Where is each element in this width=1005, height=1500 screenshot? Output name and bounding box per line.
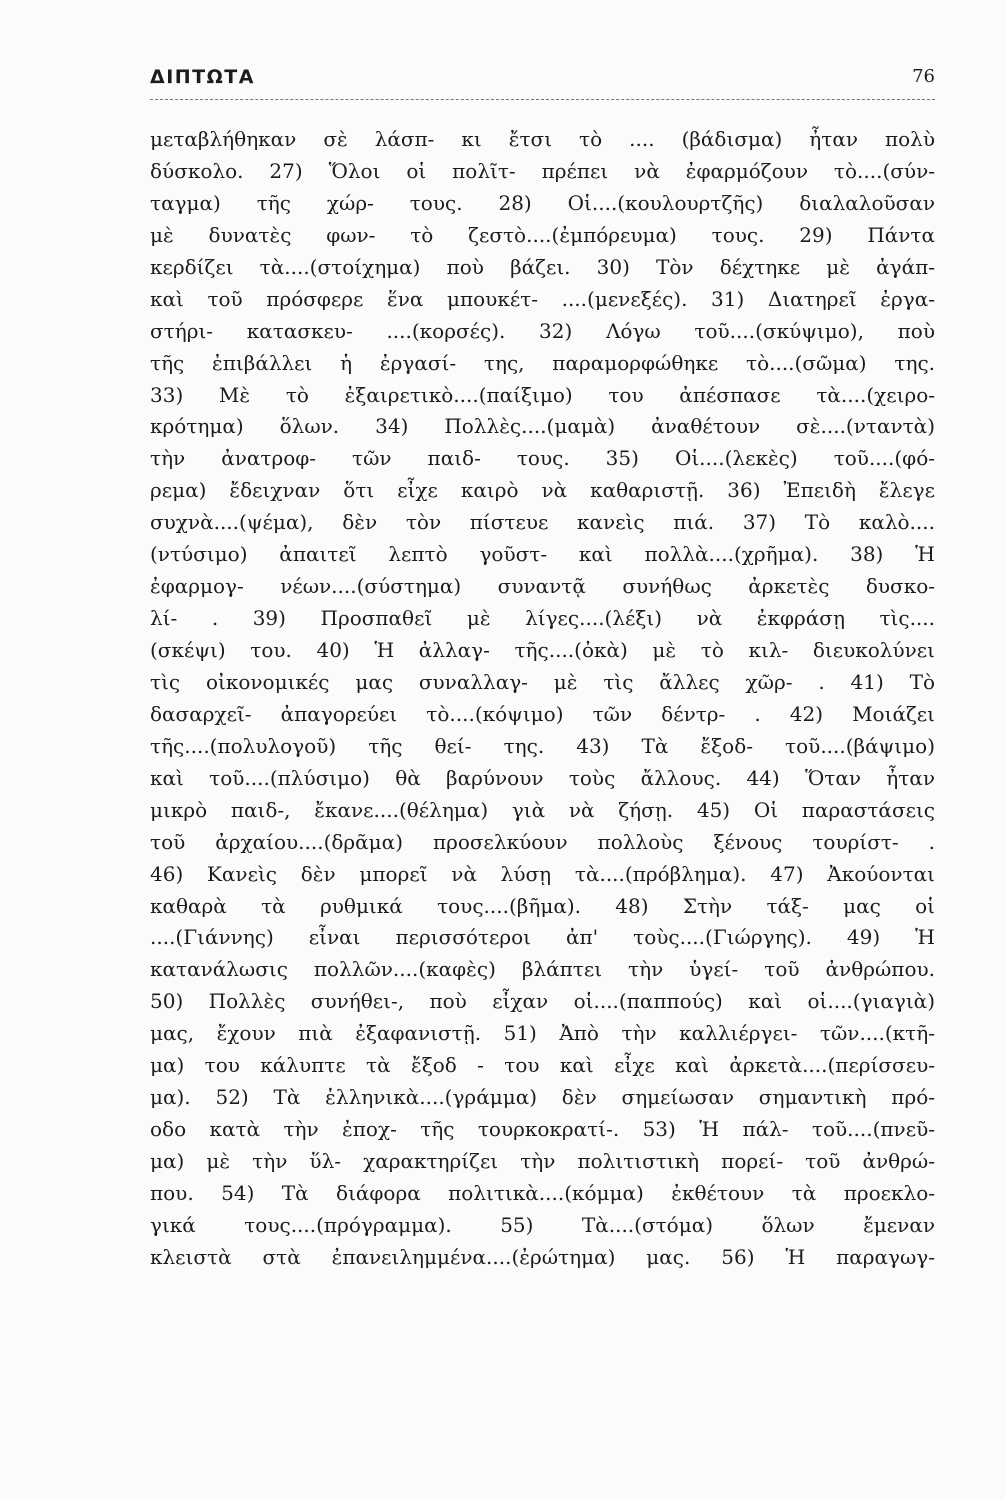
text-line: καὶ τοῦ πρόσφερε ἕνα μπουκέτ- ....(μενεξές). 31) Διατηρεῖ ἐργα- — [150, 286, 935, 311]
text-line: τὴν ἀνατροφ- τῶν παιδ- τους. 35) Οἱ....(λεκὲς) τοῦ....(φό- — [150, 446, 935, 471]
text-line: γικά τους....(πρόγραμμα). 55) Τὰ....(στόμα) ὅλων ἔμεναν — [150, 1212, 935, 1237]
text-line: κατανάλωσις πολλῶν....(καφὲς) βλάπτει τὴν ὑγεί- τοῦ ἀνθρώπου. — [150, 957, 935, 982]
text-line: λί- . 39) Προσπαθεῖ μὲ λίγες....(λέξι) νὰ ἐκφράσῃ τὶς.... — [150, 606, 935, 631]
text-line: καὶ τοῦ....(πλύσιμο) θὰ βαρύνουν τοὺς ἄλλους. 44) Ὅταν ἦταν — [150, 765, 935, 790]
text-line: μα) μὲ τὴν ὕλ- χαρακτηρίζει τὴν πολιτιστικὴ πορεί- τοῦ ἀνθρώ- — [150, 1149, 935, 1173]
text-line: κερδίζει τὰ....(στοίχημα) ποὺ βάζει. 30) Τὸν δέχτηκε μὲ ἀγάπ- — [150, 254, 935, 279]
text-line: μα) του κάλυπτε τὰ ἔξοδ - του καὶ εἶχε καὶ ἀρκετὰ....(περίσσευ- — [150, 1053, 935, 1078]
text-line: (ντύσιμο) ἀπαιτεῖ λεπτὸ γοῦστ- καὶ πολλὰ....(χρῆμα). 38) Ἡ — [150, 542, 935, 567]
text-line: κλειστὰ στὰ ἐπανειλημμένα....(ἐρώτημα) μας. 56) Ἡ παραγωγ- — [150, 1244, 935, 1269]
text-line: τοῦ ἀρχαίου....(δρᾶμα) προσελκύουν πολλοὺς ξένους τουρίστ- . — [150, 829, 935, 854]
text-line: δασαρχεῖ- ἀπαγορεύει τὸ....(κόψιμο) τῶν δέντρ- . 42) Μοιάζει — [150, 701, 935, 726]
text-line: κρότημα) ὅλων. 34) Πολλὲς....(μαμὰ) ἀναθέτουν σὲ....(νταντὰ) — [150, 414, 935, 439]
header-rule — [150, 99, 935, 100]
text-line: συχνὰ....(ψέμα), δὲν τὸν πίστευε κανεὶς πιά. 37) Τὸ καλὸ.... — [150, 510, 935, 535]
text-line: μας, ἔχουν πιὰ ἐξαφανιστῇ. 51) Ἀπὸ τὴν καλλιέργει- τῶν....(κτῆ- — [150, 1021, 935, 1046]
text-line: στήρι- κατασκευ- ....(κορσές). 32) Λόγω τοῦ....(σκύψιμο), ποὺ — [150, 318, 935, 343]
text-line: ρεμα) ἔδειχναν ὅτι εἶχε καιρὸ νὰ καθαριστῇ. 36) Ἐπειδὴ ἔλεγε — [150, 478, 935, 503]
text-line: ταγμα) τῆς χώρ- τους. 28) Οἱ....(κουλουρτζῆς) διαλαλοῦσαν — [150, 190, 935, 215]
text-line: ....(Γιάννης) εἶναι περισσότεροι ἀπ' τοὺς....(Γιώργης). 49) Ἡ — [150, 925, 935, 950]
text-line: οδο κατὰ τὴν ἐποχ- τῆς τουρκοκρατί-. 53) Ἡ πάλ- τοῦ....(πνεῦ- — [150, 1117, 935, 1142]
text-line: τὶς οἰκονομικές μας συναλλαγ- μὲ τὶς ἄλλες χῶρ- . 41) Τὸ — [150, 669, 935, 694]
text-line: 33) Μὲ τὸ ἐξαιρετικὸ....(παίξιμο) του ἀπέσπασε τὰ....(χειρο- — [150, 382, 935, 407]
text-line: τῆς....(πολυλογοῦ) τῆς θεί- της. 43) Τὰ ἔξοδ- τοῦ....(βάψιμο) — [150, 733, 935, 758]
text-line: που. 54) Τὰ διάφορα πολιτικὰ....(κόμμα) ἐκθέτουν τὰ προεκλο- — [150, 1180, 935, 1205]
text-line: καθαρὰ τὰ ρυθμικά τους....(βῆμα). 48) Στὴν τάξ- μας οἱ — [150, 893, 935, 918]
section-title: ΔΙΠΤΩΤΑ — [150, 66, 255, 88]
text-line: δύσκολο. 27) Ὅλοι οἱ πολῖτ- πρέπει νὰ ἐφαρμόζουν τὸ....(σύν- — [150, 158, 935, 183]
text-line: μικρὸ παιδ-, ἔκανε....(θέλημα) γιὰ νὰ ζήσῃ. 45) Οἱ παραστάσεις — [150, 797, 935, 822]
text-line: μεταβλήθηκαν σὲ λάσπ- κι ἔτσι τὸ .... (βάδισμα) ἦταν πολὺ — [150, 127, 935, 151]
body-text — [150, 124, 935, 1274]
text-line: τῆς ἐπιβάλλει ἡ ἐργασί- της, παραμορφώθηκε τὸ....(σῶμα) της. — [150, 350, 935, 375]
text-line: μὲ δυνατὲς φων- τὸ ζεστὸ....(ἐμπόρευμα) τους. 29) Πάντα — [150, 222, 935, 247]
text-line: 50) Πολλὲς συνήθει-, ποὺ εἶχαν οἱ....(παππούς) καὶ οἱ....(γιαγιὰ) — [150, 989, 935, 1014]
text-line: (σκέψι) του. 40) Ἡ ἀλλαγ- τῆς....(ὀκὰ) μὲ τὸ κιλ- διευκολύνει — [150, 638, 935, 662]
text-line: 46) Κανεὶς δὲν μπορεῖ νὰ λύσῃ τὰ....(πρόβλημα). 47) Ἀκούονται — [150, 861, 935, 886]
running-head — [150, 66, 935, 96]
text-line: ἐφαρμογ- νέων....(σύστημα) συναντᾷ συνήθως ἀρκετὲς δυσκο- — [150, 574, 935, 599]
text-line: μα). 52) Τὰ ἑλληνικὰ....(γράμμα) δὲν σημείωσαν σημαντικὴ πρό- — [150, 1085, 935, 1110]
page-number: 76 — [912, 66, 935, 87]
